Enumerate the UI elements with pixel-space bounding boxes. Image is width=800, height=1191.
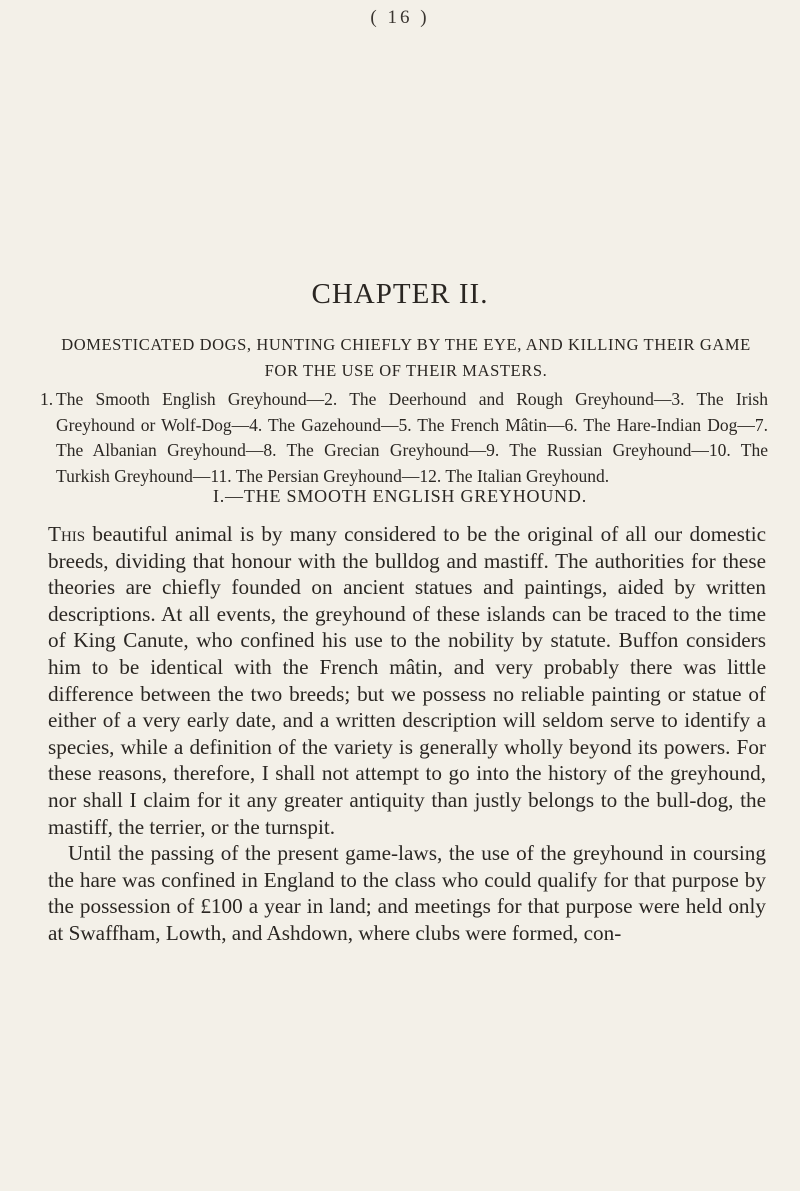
body-text [48, 521, 766, 947]
page-number: ( 16 ) [370, 7, 430, 28]
chapter-subtitle: DOMESTICATED DOGS, HUNTING CHIEFLY BY THE EYE, AND KILLING THEIR GAME FOR THE USE OF THEIR MASTERS. [61, 335, 751, 380]
paragraph-1 [48, 521, 766, 840]
chapter-contents [40, 387, 768, 489]
section-heading: I.—THE SMOOTH ENGLISH GREYHOUND. [212, 486, 588, 506]
contents-number: 1. [40, 389, 54, 409]
chapter-title: CHAPTER II. [311, 278, 489, 310]
contents-text: The Smooth English Greyhound—2. The Deerhound and Rough Greyhound—3. The Irish Greyhound or Wolf-Dog—4. The Gazehound—5. The French Mâtin—6. The Hare-Indian Dog—7. The Albanian Greyhound—8. The Grecian Greyhound—9. The Russian Greyhound—10. The Turkish Greyhound—11. The Persian Greyhound—12. The Italian Greyhound. [56, 389, 768, 486]
paragraph-1-text: beautiful animal is by many considered to be the original of all our domestic breeds, dividing that honour with the bulldog and mastiff. The authorities for these theories are chiefly founded on ancient statues and paintings, aided by written descriptions. At all events, the greyhound of these islands can be traced to the time of King Canute, who confined his use to the nobility by statute. Buffon considers him to be identical with the French mâtin, and very probably there was little difference between the two breeds; but we possess no reliable painting or statue of either of a very early date, and a written description will seldom serve to identify a species, while a definition of the variety is generally wholly beyond its powers. For these reasons, therefore, I shall not attempt to go into the history of the greyhound, nor shall I claim for it any greater antiquity than justly belongs to the bull-dog, the mastiff, the terrier, or the turnspit. [48, 522, 767, 839]
paragraph-2: Until the passing of the present game-laws, the use of the greyhound in coursing the hare was confined in England to the class who could qualify for that purpose by the possession of £100 a year in land; and meetings for that purpose were held only at Swaffham, Lowth, and Ashdown, where clubs were formed, con- [48, 841, 766, 945]
paragraph-1-lead: This [48, 522, 86, 546]
